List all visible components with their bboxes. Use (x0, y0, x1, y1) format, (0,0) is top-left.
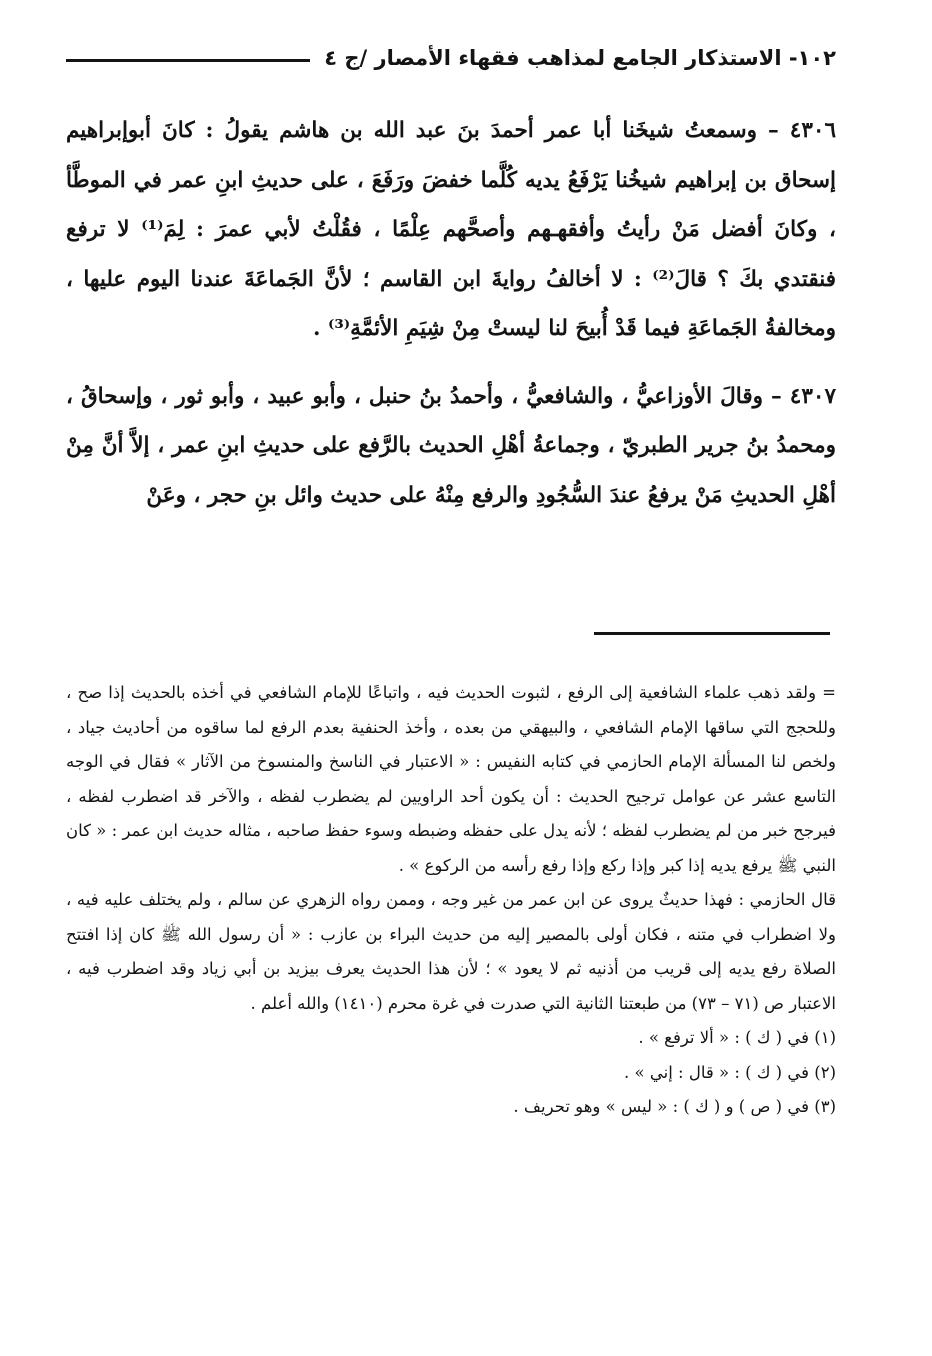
footnote-continuation: = ولقد ذهب علماء الشافعية إلى الرفع ، لثبوت الحديث فيه ، واتباعًا للإمام الشافعي في أخذه بالحديث إذا صح ، وللحجج التي ساقها الإمام الشافعي ، والبيهقي من بعده ، وأخذ الحنفية بعدم الرفع لما ساقوه من أحاديث جياد ، ولخص لنا المسألة الإمام الحازمي في كتابه النفيس : « الاعتبار في الناسخ والمنسوخ من الآثار » فقال في الوجه التاسع عشر عن عوامل ترجيح الحديث : أن يكون أحد الراويين لم يضطرب لفظه ، والآخر قد اضطرب لفظه ، فيرجح خبر من لم يضطرب لفظه ؛ لأنه يدل على حفظه وضبطه وسوء حفظ صاحبه ، مثاله حديث ابن عمر : « كان النبي ﷺ يرفع يديه إذا كبر وإذا ركع وإذا رفع رأسه من الركوع » . (66, 683, 836, 875)
footnotes (66, 676, 836, 1125)
header-rule (66, 59, 310, 62)
footnote-3: (٣) في ( ص ) و ( ك ) : « ليس » وهو تحريف . (513, 1097, 836, 1116)
running-header-title: ١٠٢- الاستذكار الجامع لمذاهب فقهاء الأمصار /ج ٤ (324, 46, 836, 70)
footnote-hazimi: قال الحازمي : فهذا حديثٌ يروى عن ابن عمر من غير وجه ، وممن رواه الزهري عن سالم ، ولم يختلف عليه فيه ، ولا اضطراب في متنه ، فكان أولى بالمصير إليه من حديث البراء بن عازب : « أن رسول الله ﷺ كان إذا افتتح الصلاة رفع يديه إلى قريب من أذنيه ثم لا يعود » ؛ لأن هذا الحديث يعرف بيزيد بن أبي زياد وقد اضطرب فيه ، الاعتبار ص (٧١ – ٧٣) من طبعتنا الثانية التي صدرت في غرة محرم (١٤١٠) والله أعلم . (66, 890, 836, 1013)
footnote-list (66, 1021, 836, 1125)
main-text (66, 106, 836, 520)
running-header (66, 38, 836, 78)
paragraph-4306: ٤٣٠٦ – وسمعتُ شيخَنا أبا عمر أحمدَ بنَ عبد الله بن هاشم يقولُ : كانَ أبوإبراهيم إسحاق بن إبراهيم شيخُنا يَرْفَعُ يديه كُلَّما خفضَ ورَفَعَ ، على حديثِ ابنِ عمر في الموطَّأ ، وكانَ أفضل مَنْ رأيتُ وأفقهـهم وأصحَّهم عِلْمًا ، فقُلْتُ لأبي عمرَ : لِمَ⁽¹⁾ لا ترفع فنقتدي بكَ ؟ قالَ⁽²⁾ : لا أخالفُ روايةَ ابن القاسم ؛ لأنَّ الجَماعَةَ عندنا اليوم عليها ، ومخالفةُ الجَماعَةِ فيما قَدْ أُبيحَ لنا ليستْ مِنْ شِيَمِ الأئمَّةِ⁽³⁾ . (66, 118, 836, 341)
footnote-2: (٢) في ( ك ) : « قال : إني » . (624, 1062, 836, 1082)
footnote-1: (١) في ( ك ) : « ألا ترفع » . (638, 1028, 836, 1047)
paragraph-4307: ٤٣٠٧ – وقالَ الأوزاعيُّ ، والشافعيُّ ، وأحمدُ بنُ حنبل ، وأبو عبيد ، وأبو ثور ، وإسحاقُ ، ومحمدُ بنُ جرير الطبريّ ، وجماعةُ أهْلِ الحديث بالرَّفع على حديثِ ابنِ عمر ، إلاَّ أنَّ مِنْ أهْلِ الحديثِ مَنْ يرفعُ عندَ السُّجُودِ والرفع مِنْهُ على حديث وائل بنِ حجر ، وعَنْ (66, 383, 836, 508)
footnote-separator (594, 632, 830, 635)
